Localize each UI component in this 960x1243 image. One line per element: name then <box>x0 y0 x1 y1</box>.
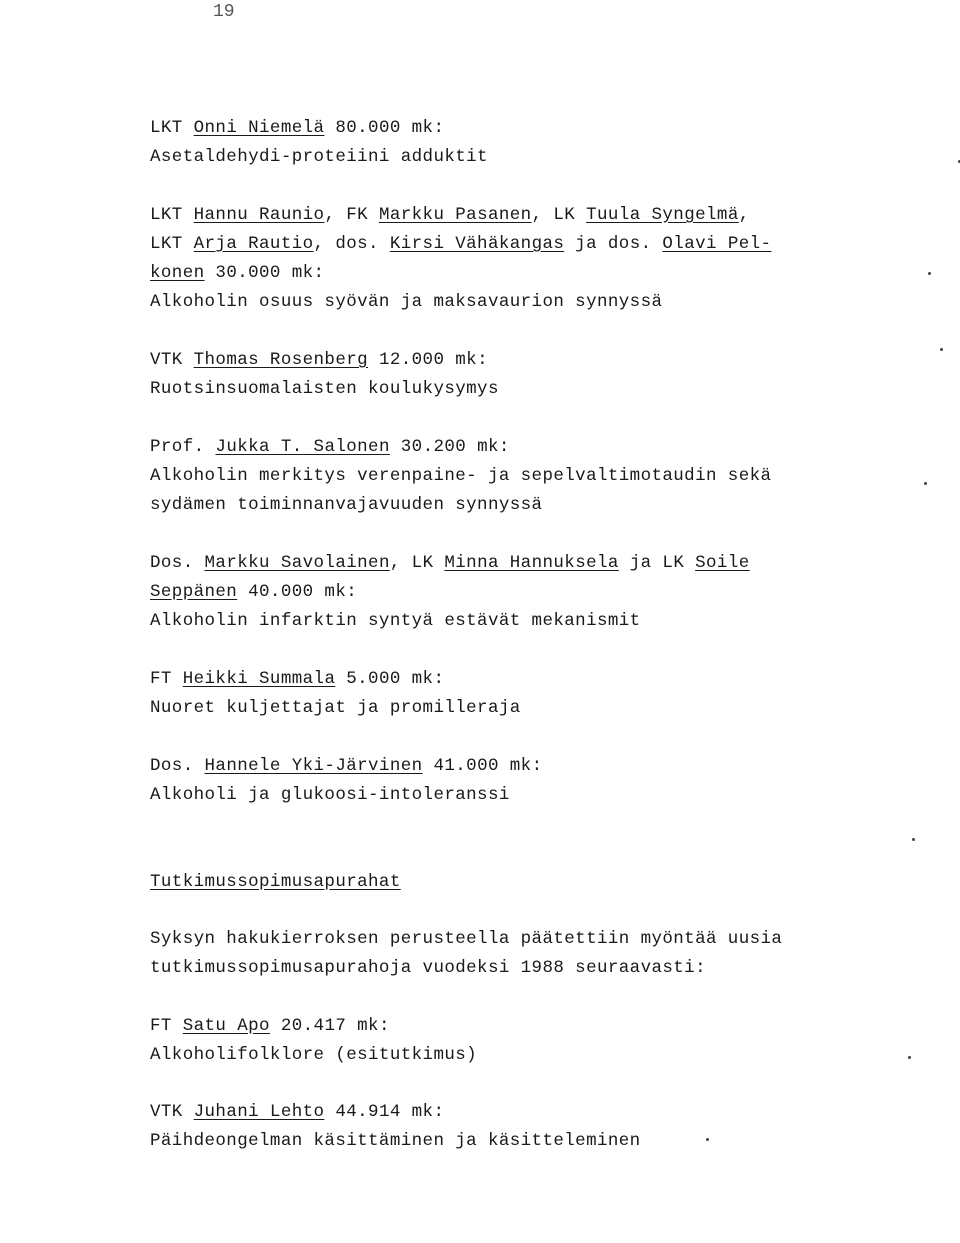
grant-2-title: Päihdeongelman käsittäminen ja käsitteleminen <box>150 1131 641 1151</box>
entry-3-title: Ruotsinsuomalaisten koulukysymys <box>150 379 499 399</box>
recipient-name: Jukka T. Salonen <box>215 437 390 457</box>
recipient-name: Soile <box>695 553 750 573</box>
grant-2-header: VTK Juhani Lehto 44.914 mk: <box>150 1102 445 1122</box>
recipient-name: Arja Rautio <box>193 234 314 254</box>
entry-4-title: Alkoholin merkitys verenpaine- ja sepelvaltimotaudin sekä <box>150 466 772 486</box>
recipient-name: Seppänen <box>150 582 238 602</box>
page-number: 19 <box>213 2 235 22</box>
grant-1-title: Alkoholifolklore (esitutkimus) <box>150 1045 478 1065</box>
entry-2-header-cont: LKT Arja Rautio, dos. Kirsi Vähäkangas ja dos. Olavi Pel- <box>150 234 772 254</box>
entry-3-header: VTK Thomas Rosenberg 12.000 mk: <box>150 350 488 370</box>
recipient-name: Hannele Yki-Järvinen <box>204 756 423 776</box>
recipient-name: Heikki Summala <box>182 669 336 689</box>
entry-6-header: FT Heikki Summala 5.000 mk: <box>150 669 445 689</box>
recipient-name: Kirsi Vähäkangas <box>389 234 565 254</box>
recipient-name: Minna Hannuksela <box>444 553 619 573</box>
scan-speck <box>912 838 915 841</box>
recipient-name: Juhani Lehto <box>193 1102 325 1122</box>
recipient-name: Olavi Pel- <box>662 234 772 254</box>
recipient-name: Hannu Raunio <box>193 205 325 225</box>
entry-2-header: LKT Hannu Raunio, FK Markku Pasanen, LK Tuula Syngelmä, <box>150 205 750 225</box>
entry-1-title: Asetaldehydi-proteiini adduktit <box>150 147 488 167</box>
scan-speck <box>940 348 943 351</box>
entry-2-header-cont: konen 30.000 mk: <box>150 263 325 283</box>
scan-speck <box>924 482 927 485</box>
recipient-name: Thomas Rosenberg <box>193 350 369 370</box>
scan-speck <box>928 272 931 275</box>
grant-1-header: FT Satu Apo 20.417 mk: <box>150 1016 390 1036</box>
entry-7-header: Dos. Hannele Yki-Järvinen 41.000 mk: <box>150 756 543 776</box>
entry-5-title: Alkoholin infarktin syntyä estävät mekanismit <box>150 611 641 631</box>
section-intro-cont: tutkimussopimusapurahoja vuodeksi 1988 seuraavasti: <box>150 958 706 978</box>
recipient-name: Markku Savolainen <box>204 553 390 573</box>
section-intro: Syksyn hakukierroksen perusteella päätettiin myöntää uusia <box>150 929 783 949</box>
recipient-name: Satu Apo <box>182 1016 270 1036</box>
recipient-name: Onni Niemelä <box>193 118 325 138</box>
entry-2-title: Alkoholin osuus syövän ja maksavaurion synnyssä <box>150 292 663 312</box>
recipient-name: Tuula Syngelmä <box>586 205 739 225</box>
recipient-name: konen <box>150 263 205 283</box>
recipient-name: Markku Pasanen <box>378 205 532 225</box>
entry-6-title: Nuoret kuljettajat ja promilleraja <box>150 698 521 718</box>
section-heading: Tutkimussopimusapurahat <box>150 872 401 892</box>
scan-speck <box>706 1138 709 1141</box>
entry-5-header: Dos. Markku Savolainen, LK Minna Hannuksela ja LK Soile <box>150 553 750 573</box>
entry-5-header-cont: Seppänen 40.000 mk: <box>150 582 358 602</box>
entry-4-header: Prof. Jukka T. Salonen 30.200 mk: <box>150 437 510 457</box>
entry-7-title: Alkoholi ja glukoosi-intoleranssi <box>150 785 510 805</box>
entry-1-header: LKT Onni Niemelä 80.000 mk: <box>150 118 445 138</box>
entry-4-title-cont: sydämen toiminnanvajavuuden synnyssä <box>150 495 543 515</box>
scan-speck <box>908 1056 911 1059</box>
